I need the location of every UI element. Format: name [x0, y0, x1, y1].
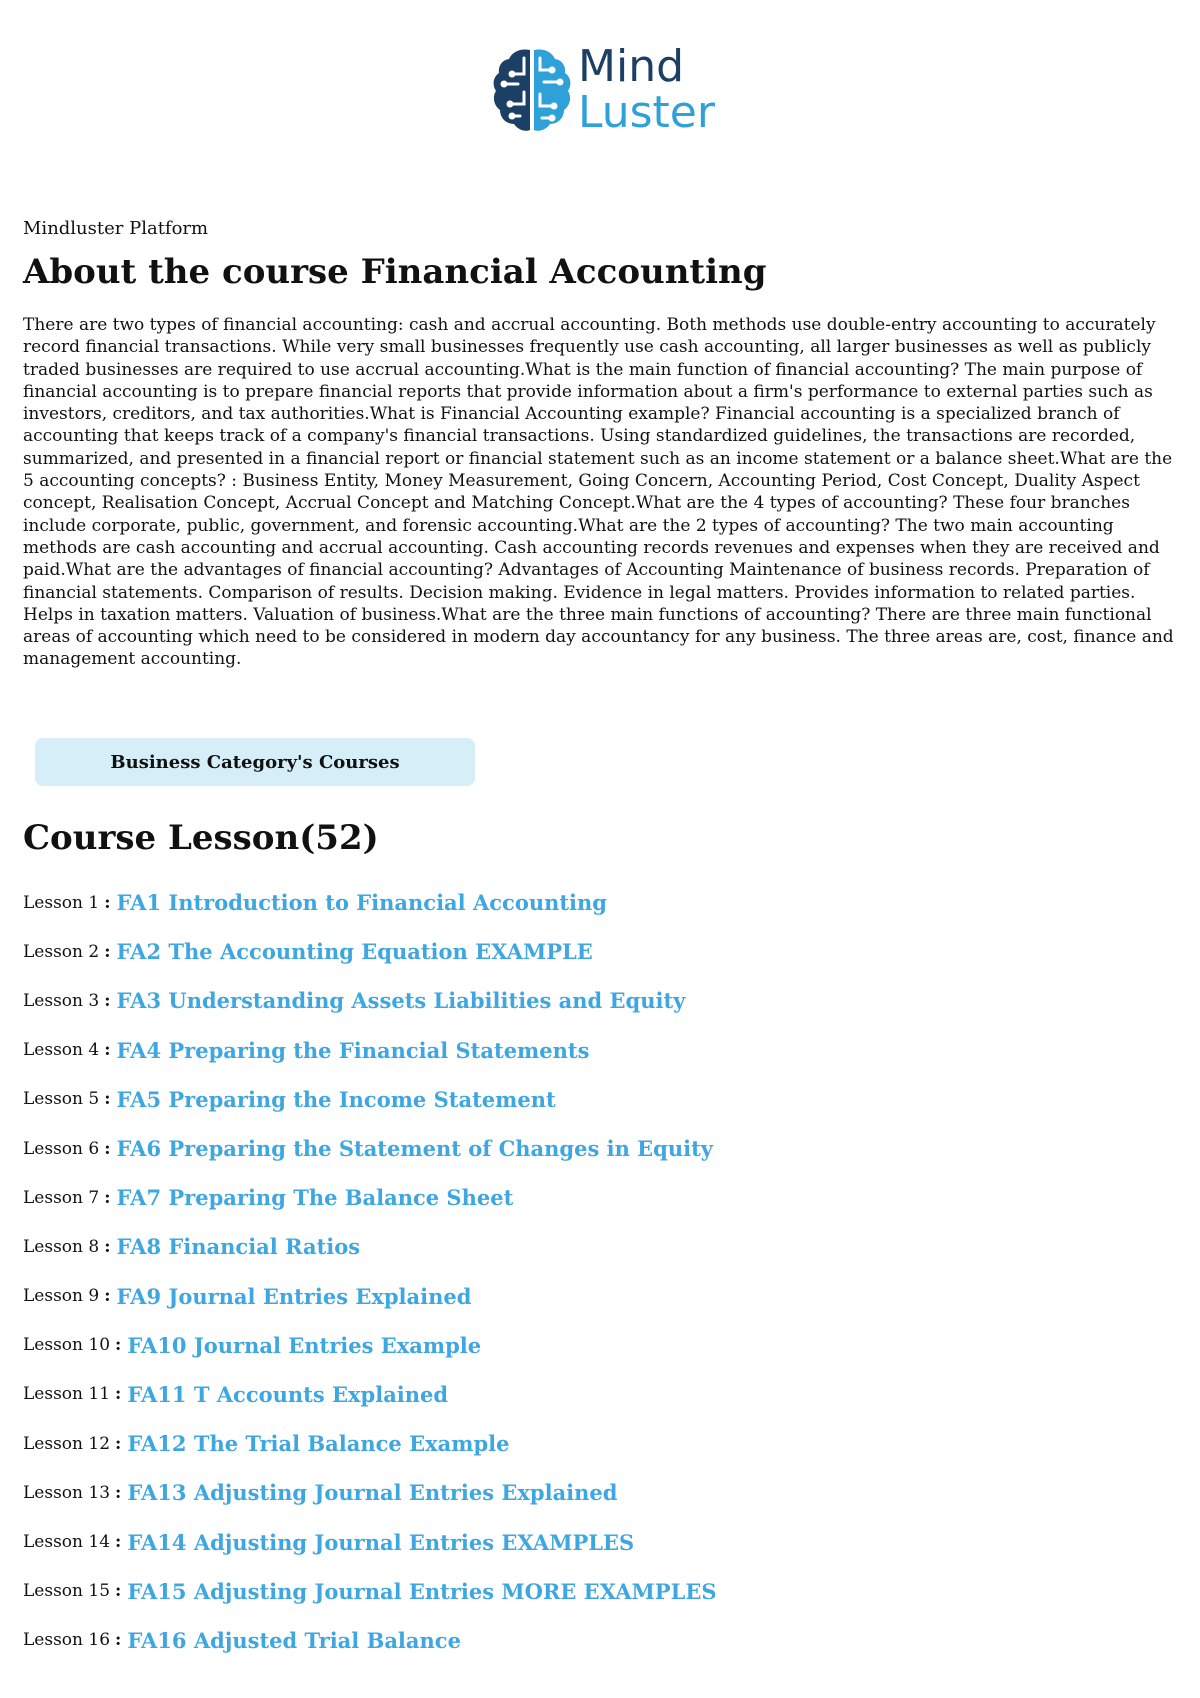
- lesson-separator: :: [115, 1581, 122, 1602]
- lesson-separator: :: [104, 1089, 111, 1110]
- lesson-item: [23, 1026, 717, 1075]
- category-courses-button[interactable]: Business Category's Courses: [35, 738, 475, 786]
- lesson-separator: :: [104, 1236, 111, 1257]
- lesson-link[interactable]: FA8 Financial Ratios: [116, 1234, 361, 1260]
- lesson-separator: :: [115, 1532, 122, 1553]
- lesson-item: [23, 1124, 717, 1173]
- course-lessons-title: Course Lesson(52): [23, 818, 379, 858]
- lesson-separator: :: [104, 941, 111, 962]
- lesson-number: Lesson 16: [23, 1630, 111, 1651]
- lesson-link[interactable]: FA6 Preparing the Statement of Changes in Equity: [116, 1136, 714, 1162]
- mindluster-logo[interactable]: [490, 40, 720, 140]
- lesson-number: Lesson 8: [23, 1236, 100, 1257]
- course-about-title: About the course Financial Accounting: [23, 252, 767, 292]
- lesson-number: Lesson 9: [23, 1286, 100, 1307]
- brain-circuit-icon: [490, 44, 574, 136]
- lesson-item: [23, 1321, 717, 1370]
- lesson-separator: :: [115, 1482, 122, 1503]
- lesson-item: [23, 1419, 717, 1468]
- lesson-number: Lesson 11: [23, 1384, 111, 1405]
- lesson-number: Lesson 12: [23, 1433, 111, 1454]
- logo-wordmark: [578, 41, 715, 138]
- lesson-number: Lesson 7: [23, 1187, 100, 1208]
- logo-word-luster: Luster: [578, 87, 715, 138]
- lesson-item: [23, 976, 717, 1025]
- lesson-link[interactable]: FA7 Preparing The Balance Sheet: [116, 1185, 514, 1211]
- lesson-separator: :: [104, 1187, 111, 1208]
- lesson-item: [23, 1468, 717, 1517]
- lesson-separator: :: [115, 1384, 122, 1405]
- lesson-link[interactable]: FA12 The Trial Balance Example: [127, 1431, 510, 1457]
- lesson-item: [23, 1517, 717, 1566]
- lesson-item: [23, 1222, 717, 1271]
- lesson-number: Lesson 3: [23, 990, 100, 1011]
- lesson-link[interactable]: FA5 Preparing the Income Statement: [116, 1086, 556, 1112]
- lesson-item: [23, 1616, 717, 1665]
- lesson-list: [23, 878, 717, 1665]
- lesson-number: Lesson 6: [23, 1138, 100, 1159]
- lesson-item: [23, 1075, 717, 1124]
- lesson-separator: :: [115, 1335, 122, 1356]
- lesson-number: Lesson 1: [23, 892, 100, 913]
- logo-word-mind: Mind: [578, 41, 685, 92]
- lesson-number: Lesson 5: [23, 1089, 100, 1110]
- lesson-link[interactable]: FA16 Adjusted Trial Balance: [127, 1627, 461, 1653]
- lesson-link[interactable]: FA3 Understanding Assets Liabilities and Equity: [116, 988, 686, 1014]
- lesson-number: Lesson 15: [23, 1581, 111, 1602]
- lesson-link[interactable]: FA1 Introduction to Financial Accounting: [116, 890, 607, 916]
- lesson-link[interactable]: FA9 Journal Entries Explained: [116, 1283, 472, 1309]
- lesson-link[interactable]: FA2 The Accounting Equation EXAMPLE: [116, 939, 593, 965]
- lesson-number: Lesson 2: [23, 941, 100, 962]
- lesson-link[interactable]: FA11 T Accounts Explained: [127, 1381, 449, 1407]
- lesson-number: Lesson 10: [23, 1335, 111, 1356]
- lesson-number: Lesson 13: [23, 1482, 111, 1503]
- platform-label: Mindluster Platform: [23, 218, 209, 239]
- lesson-link[interactable]: FA15 Adjusting Journal Entries MORE EXAMPLES: [127, 1578, 717, 1604]
- lesson-item: [23, 927, 717, 976]
- lesson-number: Lesson 14: [23, 1532, 111, 1553]
- lesson-item: [23, 1567, 717, 1616]
- lesson-item: [23, 878, 717, 927]
- lesson-separator: :: [115, 1433, 122, 1454]
- lesson-separator: :: [104, 990, 111, 1011]
- lesson-link[interactable]: FA14 Adjusting Journal Entries EXAMPLES: [127, 1529, 635, 1555]
- lesson-separator: :: [104, 1138, 111, 1159]
- lesson-link[interactable]: FA13 Adjusting Journal Entries Explained: [127, 1480, 618, 1506]
- lesson-item: [23, 1173, 717, 1222]
- lesson-separator: :: [104, 1286, 111, 1307]
- lesson-separator: :: [104, 1040, 111, 1061]
- course-description: There are two types of financial accounting: cash and accrual accounting. Both methods use double-entry accounting to accurately record financial transactions. While very small businesses frequently use cash accounting, all larger businesses as well as publicly traded businesses are required to use accrual accounting.What is the main function of financial accounting? The main purpose of financial accounting is to prepare financial reports that provide information about a firm's performance to external parties such as investors, creditors, and tax authorities.What is Financial Accounting example? Financial accounting is a specialized branch of accounting that keeps track of a company's financial transactions. Using standardized guidelines, the transactions are recorded, summarized, and presented in a financial report or financial statement such as an income statement or a balance sheet.What are the 5 accounting concepts? : Business Entity, Money Measurement, Going Concern, Accounting Period, Cost Concept, Duality Aspect concept, Realisation Concept, Accrual Concept and Matching Concept.What are the 4 types of accounting? These four branches include corporate, public, government, and forensic accounting.What are the 2 types of accounting? The two main accounting methods are cash accounting and accrual accounting. Cash accounting records revenues and expenses when they are received and paid.What are the advantages of financial accounting? Advantages of Accounting Maintenance of business records. Preparation of financial statements. Comparison of results. Decision making. Evidence in legal matters. Provides information to related parties. Helps in taxation matters. Valuation of business.What are the three main functions of accounting? There are three main functional areas of accounting which need to be considered in modern day accountancy for any business. The three areas are, cost, finance and management accounting.: [23, 315, 1174, 670]
- lesson-item: [23, 1272, 717, 1321]
- lesson-link[interactable]: FA10 Journal Entries Example: [127, 1332, 482, 1358]
- lesson-number: Lesson 4: [23, 1040, 100, 1061]
- lesson-separator: :: [115, 1630, 122, 1651]
- lesson-item: [23, 1370, 717, 1419]
- lesson-link[interactable]: FA4 Preparing the Financial Statements: [116, 1037, 590, 1063]
- lesson-separator: :: [104, 892, 111, 913]
